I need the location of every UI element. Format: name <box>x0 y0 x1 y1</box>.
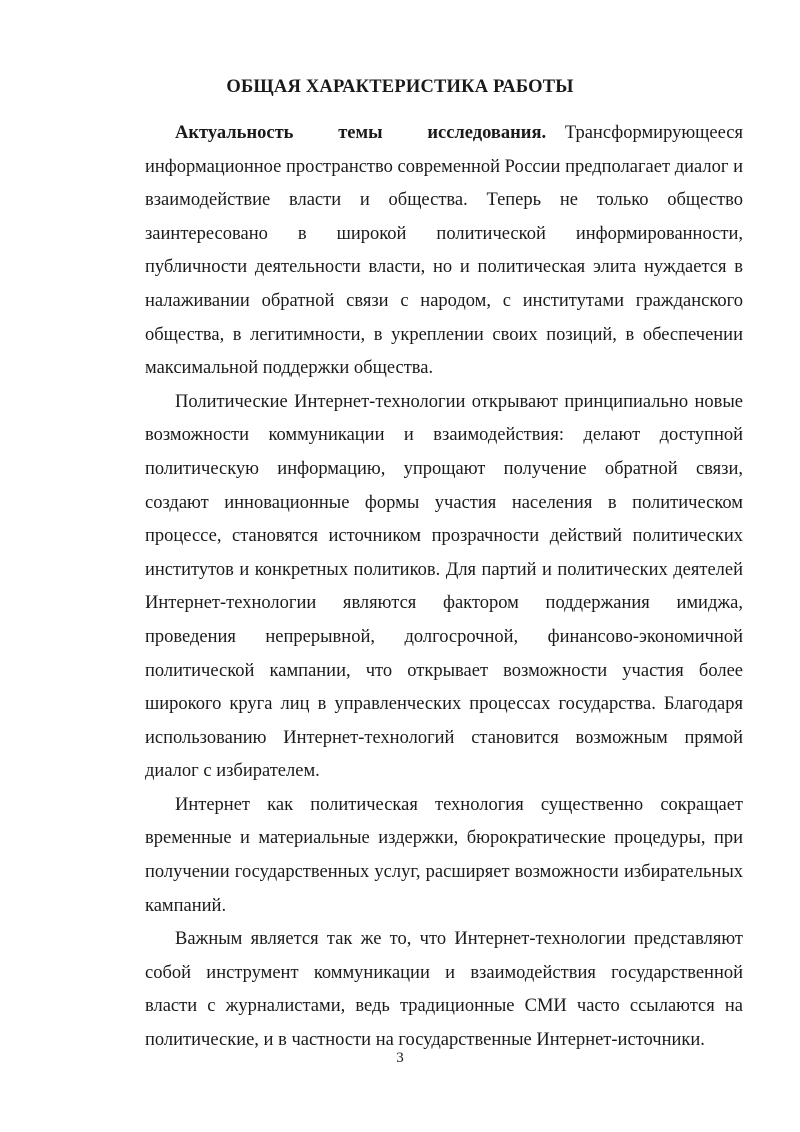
paragraph-political-technology: Интернет как политическая технология существенно сокращает временные и материальные издержки, бюрократические процедуры, при получении государственных услуг, расширяет возможности избирательных кампаний. <box>145 794 743 916</box>
body-text <box>145 117 743 1058</box>
paragraph-lead: Актуальность темы исследования. <box>175 123 547 143</box>
paragraph-communication-instrument: Важным является так же то, что Интернет-технологии представляют собой инструмент коммуникации и взаимодействия государственной власти с журналистами, ведь традиционные СМИ часто ссылаются на политические, и в частности на государственные Интернет-источники. <box>145 929 743 1051</box>
paragraph-text: Трансформирующееся информационное пространство современной России предполагает диалог и взаимодействие власти и общества. Теперь не только общество заинтересовано в широкой политической информированности, публичности деятельности власти, но и политическая элита нуждается в налаживании обратной связи с народом, с институтами гражданского общества, в легитимности, в укреплении своих позиций, в обеспечении максимальной поддержки общества. <box>145 123 743 379</box>
page-number: 3 <box>396 1050 404 1066</box>
section-title: ОБЩАЯ ХАРАКТЕРИСТИКА РАБОТЫ <box>226 77 574 97</box>
paragraph-relevance <box>145 117 743 386</box>
paragraph-internet-technologies: Политические Интернет-технологии открывают принципиально новые возможности коммуникации и взаимодействия: делают доступной политическую информацию, упрощают получение обратной связи, создают инновационные формы участия населения в политическом процессе, становятся источником прозрачности действий политических институтов и конкретных политиков. Для партий и политических деятелей Интернет-технологии являются фактором поддержания имиджа, проведения непрерывной, долгосрочной, финансово-экономичной политической кампании, что открывает возможности участия более широкого круга лиц в управленческих процессах государства. Благодаря использованию Интернет-технологий становится возможным прямой диалог с избирателем. <box>145 391 743 782</box>
